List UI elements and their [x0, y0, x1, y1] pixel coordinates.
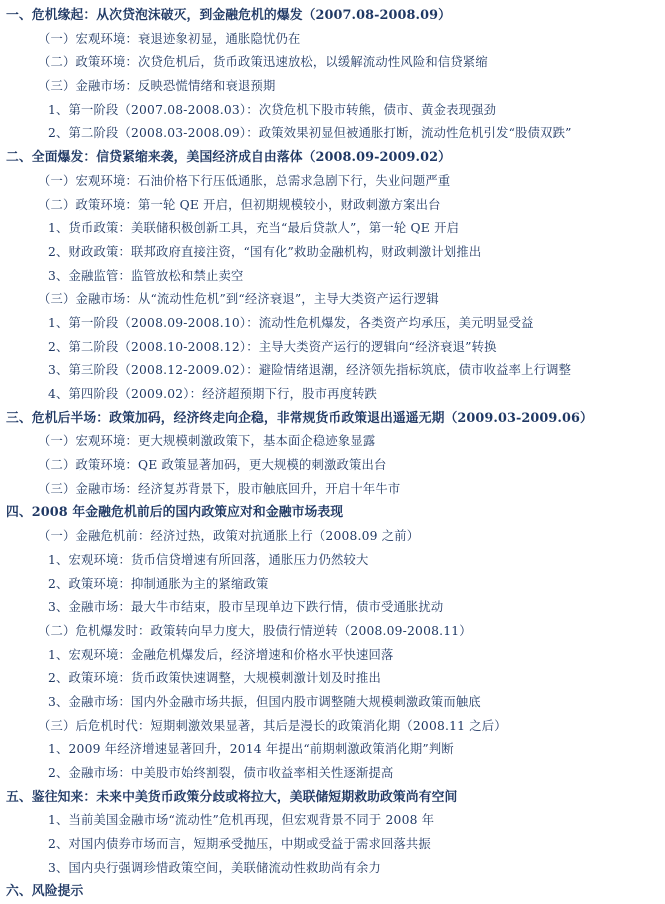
subsection-heading: （一）宏观环境：衰退迹象初显，通胀隐忧仍在 [38, 31, 301, 46]
subsection-heading: （二）政策环境：第一轮 QE 开启，但初期规模较小，财政刺激方案出台 [38, 197, 441, 212]
toc-item: 3、金融市场：国内外金融市场共振，但国内股市调整随大规模刺激政策而触底 [48, 694, 481, 709]
section-heading: 四、2008 年金融危机前后的国内政策应对和金融市场表现 [6, 505, 344, 521]
toc-item: 1、当前美国金融市场“流动性”危机再现，但宏观背景不同于 2008 年 [48, 813, 435, 828]
subsection-heading: （三）金融市场：经济复苏背景下，股市触底回升，开启十年牛市 [38, 481, 401, 496]
section-heading: 三、危机后半场：政策加码，经济终走向企稳，非常规货币政策退出遥遥无期（2009.03-2009.06） [6, 410, 593, 426]
toc-item: 1、宏观环境：货币信贷增速有所回落，通胀压力仍然较大 [48, 552, 369, 567]
section-heading: 五、鉴往知来：未来中美货币政策分歧或将拉大，美联储短期救助政策尚有空间 [6, 789, 458, 805]
section-heading: 二、全面爆发：信贷紧缩来袭，美国经济成自由落体（2008.09-2009.02） [6, 150, 451, 166]
toc-item: 1、第一阶段（2007.08-2008.03）：次贷危机下股市转熊，债市、黄金表现强劲 [48, 102, 497, 117]
toc-item: 1、2009 年经济增速显著回升，2014 年提出“前期刺激政策消化期”判断 [48, 742, 454, 757]
section-heading: 一、危机缘起：从次贷泡沫破灭，到金融危机的爆发（2007.08-2008.09） [6, 8, 451, 23]
subsection-heading: （一）宏观环境：石油价格下行压低通胀，总需求急剧下行，失业问题严重 [38, 173, 451, 188]
toc-item: 2、政策环境：抑制通胀为主的紧缩政策 [48, 576, 269, 591]
section-heading: 六、风险提示 [6, 884, 84, 900]
subsection-heading: （三）后危机时代：短期刺激效果显著，其后是漫长的政策消化期（2008.11 之后） [38, 718, 507, 733]
subsection-heading: （一）金融危机前：经济过热，政策对抗通胀上行（2008.09 之前） [38, 529, 420, 544]
subsection-heading: （三）金融市场：反映恐慌情绪和衰退预期 [38, 79, 276, 94]
toc-item: 2、对国内债券市场而言，短期承受抛压，中期或受益于需求回落共振 [48, 837, 431, 852]
toc-item: 3、金融市场：最大牛市结束，股市呈现单边下跌行情，债市受通胀扰动 [48, 600, 444, 615]
toc-item: 3、金融监管：监管放松和禁止卖空 [48, 268, 244, 283]
table-of-contents [0, 4, 665, 904]
subsection-heading: （二）危机爆发时：政策转向早力度大，股债行情逆转（2008.09-2008.11） [38, 623, 472, 638]
subsection-heading: （一）宏观环境：更大规模刺激政策下，基本面企稳迹象显露 [38, 434, 376, 449]
toc-item: 1、宏观环境：金融危机爆发后，经济增速和价格水平快速回落 [48, 647, 394, 662]
toc-item: 1、货币政策：美联储积极创新工具，充当“最后贷款人”，第一轮 QE 开启 [48, 221, 460, 236]
toc-item: 2、第二阶段（2008.03-2008.09）：政策效果初显但被通胀打断，流动性危机引发“股债双跌” [48, 126, 572, 141]
toc-item: 2、政策环境：货币政策快速调整，大规模刺激计划及时推出 [48, 671, 381, 686]
subsection-heading: （二）政策环境：QE 政策显著加码，更大规模的刺激政策出台 [38, 458, 387, 473]
subsection-heading: （二）政策环境：次贷危机后，货币政策迅速放松，以缓解流动性风险和信贷紧缩 [38, 55, 488, 70]
toc-item: 1、第一阶段（2008.09-2008.10）：流动性危机爆发，各类资产均承压，美元明显受益 [48, 315, 534, 330]
toc-item: 2、金融市场：中美股市始终割裂，债市收益率相关性逐渐提高 [48, 766, 394, 780]
toc-item: 2、财政政策：联邦政府直接注资，“国有化”救助金融机构，财政刺激计划推出 [48, 244, 482, 259]
toc-item: 2、第二阶段（2008.10-2008.12）：主导大类资产运行的逻辑向“经济衰退”转换 [48, 339, 497, 354]
toc-item: 3、国内央行强调珍惜政策空间，美联储流动性救助尚有余力 [48, 860, 381, 875]
toc-item: 3、第三阶段（2008.12-2009.02）：避险情绪退潮，经济领先指标筑底，债市收益率上行调整 [48, 363, 572, 378]
subsection-heading: （三）金融市场：从“流动性危机”到“经济衰退”，主导大类资产运行逻辑 [38, 292, 439, 307]
toc-item: 4、第四阶段（2009.02）：经济超预期下行，股市再度转跌 [48, 387, 378, 401]
